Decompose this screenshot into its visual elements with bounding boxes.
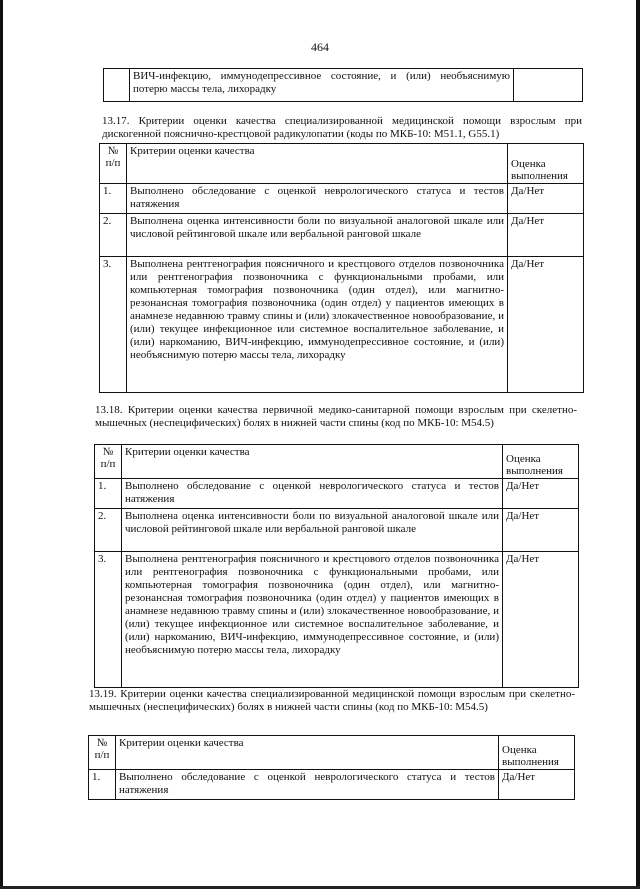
row-criterion: Выполнена оценка интенсивности боли по визуальной аналоговой шкале или числовой рейтинговой шкале или вербальной ранговой шкале xyxy=(122,509,503,552)
header-criterion: Критерии оценки качества xyxy=(127,144,508,184)
criteria-table-13-18 xyxy=(94,444,579,688)
row-criterion-cell: ВИЧ-инфекцию, иммунодепрессивное состояние, и (или) необъяснимую потерю массы тела, лихорадку xyxy=(130,69,514,102)
row-number: 1. xyxy=(100,184,127,214)
row-result: Да/Нет xyxy=(503,479,579,509)
header-number: № п/п xyxy=(89,736,116,770)
criteria-table-13-17 xyxy=(99,143,584,393)
scan-edge-left xyxy=(0,0,3,889)
table-row xyxy=(89,770,575,800)
header-result xyxy=(503,445,579,479)
row-criterion: Выполнена рентгенография поясничного и крестцового отделов позвоночника или рентгенография позвоночника с функциональными пробами, или компьютерная томография позвоночника (один отдел), или магнитно-резонансная томография позвоночника (один отдел) у пациентов имеющих в анамнезе недавнюю травму спины и (или) злокачественное новообразование, и (или) текущее инфекционное или системное воспалительное заболевание, и (или) наркоманию, ВИЧ-инфекцию, иммунодепрессивное состояние, и (или) необъяснимую потерю массы тела, лихорадку xyxy=(122,552,503,688)
row-result: Да/Нет xyxy=(503,509,579,552)
row-number: 3. xyxy=(100,257,127,393)
header-result-label: Оценка выполнения xyxy=(511,158,568,182)
row-number: 2. xyxy=(95,509,122,552)
row-result: Да/Нет xyxy=(508,184,584,214)
header-number: № п/п xyxy=(95,445,122,479)
header-result-label: Оценка выполнения xyxy=(502,744,559,768)
table-header-row xyxy=(89,736,575,770)
header-result-label: Оценка выполнения xyxy=(506,453,563,477)
header-criterion: Критерии оценки качества xyxy=(122,445,503,479)
row-number-cell xyxy=(104,69,130,102)
criteria-table-13-19 xyxy=(88,735,575,800)
section-heading-13-18: 13.18. Критерии оценки качества первичной медико-санитарной помощи взрослым при скелетно-мышечных (неспецифических) болях в нижней части спины (код по МКБ-10: M54.5) xyxy=(95,404,577,429)
row-criterion: Выполнено обследование с оценкой неврологического статуса и тестов натяжения xyxy=(127,184,508,214)
header-result xyxy=(499,736,575,770)
page-number: 464 xyxy=(311,40,329,54)
table-row xyxy=(100,257,584,393)
row-result: Да/Нет xyxy=(499,770,575,800)
row-result: Да/Нет xyxy=(508,214,584,257)
table-row xyxy=(95,479,579,509)
row-number: 2. xyxy=(100,214,127,257)
table-row xyxy=(104,69,514,102)
table-header-row xyxy=(100,144,584,184)
table-row xyxy=(95,509,579,552)
table-header-row xyxy=(95,445,579,479)
continuation-table xyxy=(103,68,514,102)
row-number: 1. xyxy=(89,770,116,800)
row-criterion: Выполнено обследование с оценкой неврологического статуса и тестов натяжения xyxy=(116,770,499,800)
header-criterion: Критерии оценки качества xyxy=(116,736,499,770)
row-criterion: Выполнено обследование с оценкой неврологического статуса и тестов натяжения xyxy=(122,479,503,509)
continuation-result-cell xyxy=(511,68,583,102)
row-number: 1. xyxy=(95,479,122,509)
row-criterion: Выполнена оценка интенсивности боли по визуальной аналоговой шкале или числовой рейтинговой шкале или вербальной ранговой шкале xyxy=(127,214,508,257)
section-heading-13-19: 13.19. Критерии оценки качества специализированной медицинской помощи взрослым при скелетно-мышечных (неспецифических) болях в нижней части спины (код по МКБ-10: M54.5) xyxy=(89,688,575,713)
scan-edge-right xyxy=(636,0,640,889)
row-result: Да/Нет xyxy=(508,257,584,393)
table-row xyxy=(100,184,584,214)
table-row xyxy=(100,214,584,257)
row-number: 3. xyxy=(95,552,122,688)
table-row xyxy=(95,552,579,688)
row-result: Да/Нет xyxy=(503,552,579,688)
header-number: № п/п xyxy=(100,144,127,184)
section-heading-13-17: 13.17. Критерии оценки качества специализированной медицинской помощи взрослым при дискогенной пояснично-крестцовой радикулопатии (коды по МКБ-10: M51.1, G55.1) xyxy=(102,115,582,140)
header-result xyxy=(508,144,584,184)
row-criterion: Выполнена рентгенография поясничного и крестцового отделов позвоночника или рентгенография позвоночника с функциональными пробами, или компьютерная томография позвоночника (один отдел), или магнитно-резонансная томография позвоночника (один отдел) у пациентов имеющих в анамнезе недавнюю травму спины и (или) злокачественное новообразование, и (или) текущее инфекционное или системное воспалительное заболевание, и (или) наркоманию, ВИЧ-инфекцию, иммунодепрессивное состояние, и (или) необъяснимую потерю массы тела, лихорадку xyxy=(127,257,508,393)
